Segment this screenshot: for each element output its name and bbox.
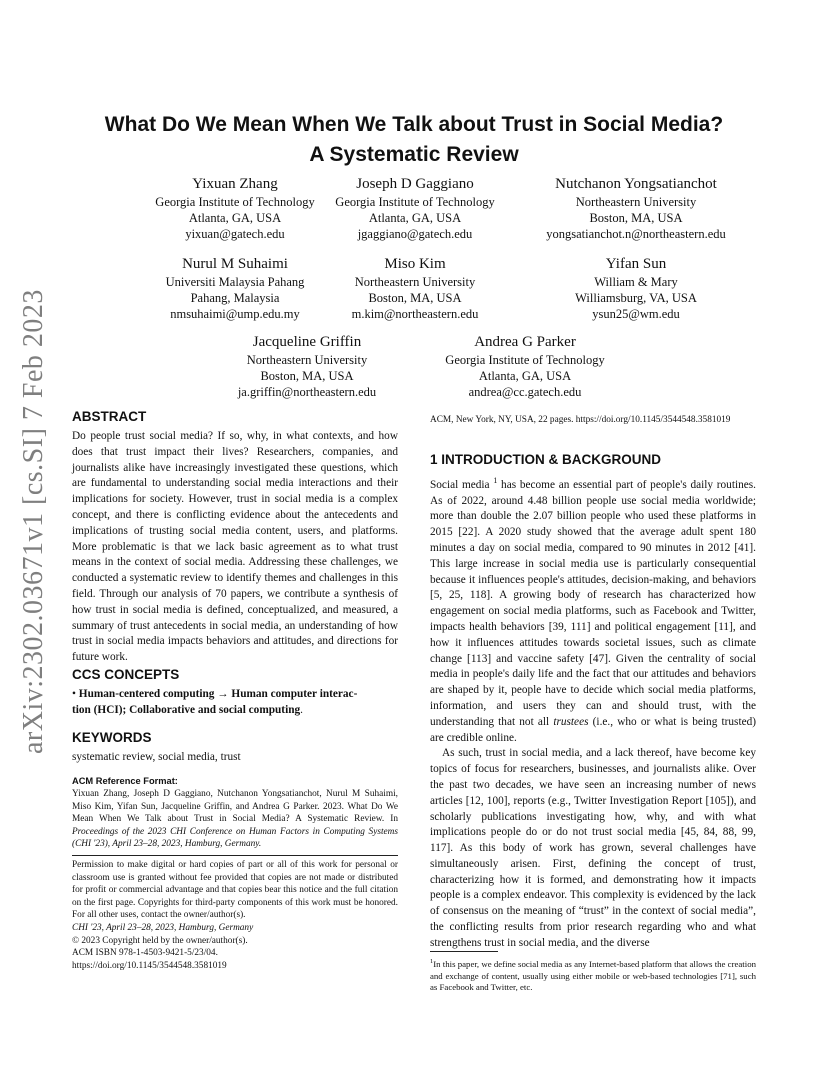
footnote-number: 1 — [430, 958, 434, 965]
author-email[interactable]: ja.griffin@northeastern.edu — [237, 385, 377, 399]
author-affiliation: Northeastern University — [575, 195, 697, 209]
intro-italic-term: trustees — [553, 715, 589, 728]
author-email[interactable]: jgaggiano@gatech.edu — [357, 227, 473, 241]
author-email[interactable]: ysun25@wm.edu — [592, 307, 680, 321]
ccs-concepts-heading: CCS CONCEPTS — [72, 667, 180, 682]
author-name: Joseph D Gaggiano — [356, 176, 474, 192]
author-name: Andrea G Parker — [474, 334, 576, 350]
abstract-body — [72, 429, 398, 666]
author-location: Boston, MA, USA — [260, 369, 354, 383]
keywords-heading: KEYWORDS — [72, 730, 152, 745]
acm-reference-tail: ACM, New York, NY, USA, 22 pages. https://doi.org/10.1145/3544548.3581019 — [430, 415, 731, 425]
author-email[interactable]: andrea@cc.gatech.edu — [468, 385, 582, 399]
permission-divider — [72, 855, 398, 856]
permission-text: Permission to make digital or hard copies of part or all of this work for personal or classroom use is granted without fee provided that copies are not made or distributed for profit or commercial advantage and that copies bear this notice and the full citation on the first page. Copyrights for third-party components of this work must be honored. For all other uses, contact the owner/author(s). — [72, 860, 398, 921]
ccs-concept-line-1 — [72, 687, 398, 703]
introduction-paragraph-2: As such, trust in social media, and a lack thereof, have become key topics of focus for researchers, businesses, and journalists alike. Over the past two decades, we have seen an increasing number of news articles [12, 100], reports (e.g., Twitter Investigation Report [105]), and scholarly publications investigating how, why, and with what implications people do or do not trust social media [45, 84, 88, 99, 117]. As this body of work has grown, several challenges have simultaneously arisen. First, defining the concept of trust, characterizing how it is formed, and demonstrating how it impacts people is a complex endeavor. This complexity is evidenced by the lack of consensus on the meaning of “trust” in the context of social media”, the conflicting results from prior research regarding who and what strengthens trust in social media, and the diverse — [430, 747, 756, 949]
author-location: Atlanta, GA, USA — [188, 211, 282, 225]
author-card-6 — [486, 255, 786, 322]
acm-reference-text: Yixuan Zhang, Joseph D Gaggiano, Nutchanon Yongsatianchot, Nurul M Suhaimi, Miso Kim, Yifan Sun, Jacqueline Griffin, and Andrea G Parker. 2023. What Do We Mean When We Talk about Trust in Social Media? A Systematic Review. In — [72, 789, 398, 825]
permission-isbn: ACM ISBN 978-1-4503-9421-5/23/04. — [72, 948, 218, 959]
author-affiliation: Georgia Institute of Technology — [335, 195, 495, 209]
author-email[interactable]: nmsuhaimi@ump.edu.my — [170, 307, 300, 321]
author-name: Yixuan Zhang — [192, 176, 278, 192]
paper-title-line-1: What Do We Mean When We Talk about Trust in Social Media? — [104, 113, 724, 136]
ccs-concept-text-2: tion (HCI); Collaborative and social computing — [72, 703, 301, 716]
author-name: Nurul M Suhaimi — [182, 256, 288, 272]
author-affiliation: Georgia Institute of Technology — [445, 353, 605, 367]
abstract-heading: ABSTRACT — [72, 409, 147, 424]
permission-doi-link[interactable]: https://doi.org/10.1145/3544548.3581019 — [72, 960, 227, 971]
ccs-concepts-body — [72, 687, 398, 719]
author-affiliation: Georgia Institute of Technology — [155, 195, 315, 209]
author-name: Miso Kim — [384, 256, 446, 272]
footnote-divider — [430, 951, 498, 952]
author-location: Williamsburg, VA, USA — [575, 291, 697, 305]
acm-reference-body — [72, 788, 398, 851]
author-affiliation: Universiti Malaysia Pahang — [165, 275, 305, 289]
keywords-text: systematic review, social media, trust — [72, 751, 241, 763]
author-location: Pahang, Malaysia — [190, 291, 280, 305]
keywords-body — [72, 750, 398, 766]
intro-text-start: Social media — [430, 478, 490, 491]
author-card-8 — [380, 333, 670, 400]
author-location: Atlanta, GA, USA — [368, 211, 462, 225]
author-email[interactable]: m.kim@northeastern.edu — [351, 307, 479, 321]
author-card-3 — [486, 175, 786, 242]
abstract-paragraph: Do people trust social media? If so, why, in what contexts, and how does that trust impact their lives? Researchers, companies, and journalists alike have increasingly investigated these questions, which are fundamental to understanding social media interactions and their implications for society. However, trust in social media is a complex concept, and there is conflicting evidence about the antecedents and implications of trusting social media content, users, and platforms. More problematic is that we lack basic agreement as to what trust means in the context of social media. Addressing these challenges, we conducted a systematic review to identify themes and challenges in this field. Through our analysis of 70 papers, we contribute a synthesis of how trust in social media is defined, conceptualized, and measured, a summary of trust antecedents in social media, an understanding of how trust in social media impacts behaviors and attitudes, and directions for future work. — [72, 430, 398, 664]
author-location: Boston, MA, USA — [589, 211, 683, 225]
author-location: Atlanta, GA, USA — [478, 369, 572, 383]
ccs-concept-line-2 — [72, 703, 398, 719]
footnote-marker[interactable]: 1 — [493, 476, 498, 485]
footnote-block — [430, 956, 756, 994]
ccs-trailing-period: . — [300, 703, 303, 716]
paper-title-line-2: A Systematic Review — [309, 143, 519, 166]
author-affiliation: Northeastern University — [354, 275, 476, 289]
author-location: Boston, MA, USA — [368, 291, 462, 305]
introduction-body — [430, 473, 756, 952]
ccs-concept-text-1: Human-centered computing → Human computer interac- — [78, 688, 358, 700]
acm-reference-venue: Proceedings of the 2023 CHI Conference on Human Factors in Computing Systems (CHI '23), April 23–28, 2023, Hamburg, Germany. — [72, 826, 398, 850]
author-email[interactable]: yongsatianchot.n@northeastern.edu — [546, 227, 726, 241]
author-affiliation: Northeastern University — [246, 353, 368, 367]
author-email[interactable]: yixuan@gatech.edu — [185, 227, 285, 241]
intro-text-main: has become an essential part of people's daily routines. As of 2022, around 4.48 billion people use social media worldwide; more than double the 2.07 billion people who used these platforms in 2015 [22]. A 2020 study showed that the average adult spent 180 minutes a day on social media, compared to 90 minutes in 2012 [41]. This large increase in social media use is particularly consequential because it influences people's attitudes, decision-making, and behaviors [5, 25, 118]. A growing body of research has characterized how engagement on social media platforms, such as Facebook and Twitter, impacts health behaviors [39, 111] and political engagement [11], and how it influences attitudes towards societal issues, such as climate change [113] and vaccine safety [47]. Given the centrality of social media in people's daily life and the fact that our attitudes and behaviors are shaped by it, people have to decide which social media platforms, information, and users they can and should trust, with the understanding that not all — [430, 478, 756, 728]
intro-text-end: (i.e., who or what is being trusted) are credible online. — [430, 715, 757, 744]
permission-copyright: © 2023 Copyright held by the owner/author(s). — [72, 935, 248, 946]
acm-reference-heading: ACM Reference Format: — [72, 776, 178, 786]
ccs-bullet: • — [72, 688, 76, 700]
author-name: Nutchanon Yongsatianchot — [555, 176, 717, 192]
acm-reference-continuation — [430, 414, 756, 427]
footnote-text: In this paper, we define social media as any Internet-based platform that allows the creation and exchange of content, usually using either mobile or web-based technologies [71], such as Facebook and Twitter, etc. — [430, 958, 756, 993]
introduction-heading: 1 INTRODUCTION & BACKGROUND — [430, 452, 661, 467]
paper-title — [60, 110, 768, 170]
author-name: Yifan Sun — [605, 256, 667, 272]
author-name: Jacqueline Griffin — [252, 334, 362, 350]
arxiv-identifier-stamp: arXiv:2302.03671v1 [cs.SI] 7 Feb 2023 — [18, 289, 49, 754]
permission-conference: CHI '23, April 23–28, 2023, Hamburg, Germany — [72, 922, 254, 933]
author-affiliation: William & Mary — [594, 275, 678, 289]
introduction-paragraph-1 — [430, 473, 756, 746]
permission-block — [72, 859, 398, 972]
